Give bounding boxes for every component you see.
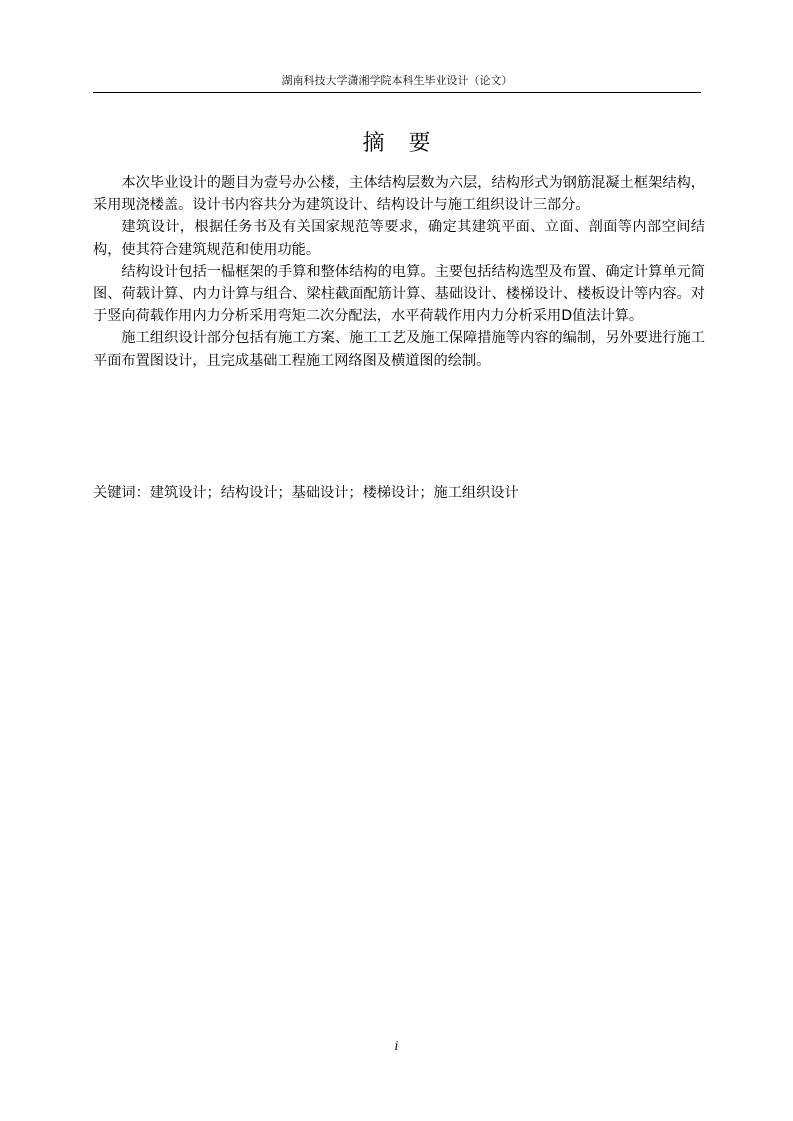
- abstract-paragraph-4: 施工组织设计部分包括有施工方案、施工工艺及施工保障措施等内容的编制，另外要进行施工平面布置图设计，且完成基础工程施工网络图及横道图的绘制。: [93, 330, 705, 369]
- abstract-title: [0, 128, 793, 160]
- abstract-title-char-1: 摘: [362, 131, 385, 156]
- header-text: 湖南科技大学潇湘学院本科生毕业设计（论文）: [281, 74, 513, 87]
- abstract-paragraph-2: 建筑设计，根据任务书及有关国家规范等要求，确定其建筑平面、立面、剖面等内部空间结构，使其符合建筑规范和使用功能。: [93, 219, 705, 258]
- abstract-body: [93, 172, 705, 372]
- abstract-paragraph-1: 本次毕业设计的题目为壹号办公楼，主体结构层数为六层，结构形式为钢筋混凝土框架结构，采用现浇楼盖。设计书内容共分为建筑设计、结构设计与施工组织设计三部分。: [93, 175, 705, 214]
- abstract-paragraph-3: 结构设计包括一榀框架的手算和整体结构的电算。主要包括结构选型及布置、确定计算单元简图、荷载计算、内力计算与组合、梁柱截面配筋计算、基础设计、楼梯设计、楼板设计等内容。对于竖向荷载作用内力分析采用弯矩二次分配法，水平荷载作用内力分析采用D值法计算。: [93, 263, 705, 325]
- keywords-text: 关键词：建筑设计；结构设计；基础设计；楼梯设计；施工组织设计: [93, 485, 519, 501]
- page-number-text: i: [394, 1039, 399, 1053]
- page-header: [93, 72, 701, 93]
- abstract-title-char-2: 要: [408, 131, 431, 156]
- keywords-line: [93, 482, 705, 504]
- page-number: [0, 1038, 793, 1054]
